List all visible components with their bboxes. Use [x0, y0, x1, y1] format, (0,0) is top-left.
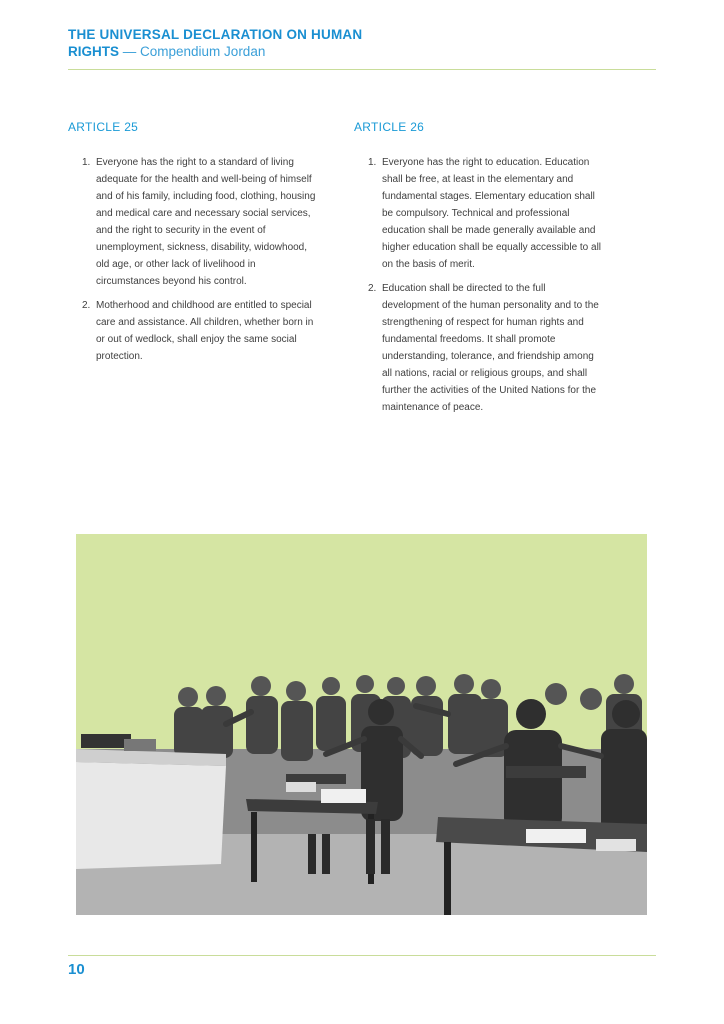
article-26-list	[354, 154, 604, 416]
title-rights: RIGHTS	[68, 44, 120, 59]
article-26-paragraph-1	[354, 154, 604, 273]
paragraph-text: Education shall be directed to the full development of the human personality and to the strengthening of respect for human rights and fundamental freedoms. It shall promote understanding, tolerance, and friendship among all nations, racial or religious groups, and shall further the activities of the United Nations for the maintenance of peace.	[382, 283, 599, 413]
classroom-photo	[76, 534, 647, 915]
article-25-title: ARTICLE 25	[68, 120, 139, 134]
compendium-label: — Compendium Jordan	[119, 44, 266, 59]
paragraph-number: 1.	[82, 157, 91, 168]
paragraph-text: Everyone has the right to a standard of living adequate for the health and well-being of himself and of his family, including food, clothing, housing and medical care and necessary social services, and the right to security in the event of unemployment, sickness, disability, widowhood, old age, or other lack of livelihood in circumstances beyond his control.	[96, 157, 316, 287]
article-25-list	[68, 154, 318, 365]
paragraph-text: Motherhood and childhood are entitled to special care and assistance. All children, whether born in or out of wedlock, shall enjoy the same social protection.	[96, 300, 314, 362]
article-26-title: ARTICLE 26	[354, 120, 425, 134]
footer-divider	[68, 955, 656, 956]
paragraph-number: 1.	[368, 157, 377, 168]
paragraph-number: 2.	[368, 283, 377, 294]
article-25-paragraph-1	[68, 154, 318, 290]
article-26-column	[354, 120, 604, 423]
paragraph-text: Everyone has the right to education. Education shall be free, at least in the elementary and fundamental stages. Elementary education shall be compulsory. Technical and professional education shall be made generally available and higher education shall be equally accessible to all on the basis of merit.	[382, 157, 602, 270]
document-title: THE UNIVERSAL DECLARATION ON HUMAN	[68, 27, 363, 42]
header-divider	[68, 69, 656, 70]
article-25-paragraph-2	[68, 297, 318, 365]
document-header	[68, 26, 656, 60]
article-25-column	[68, 120, 318, 372]
article-26-paragraph-2	[354, 280, 604, 416]
document-subtitle	[68, 43, 656, 60]
paragraph-number: 2.	[82, 300, 91, 311]
classroom-illustration	[76, 534, 647, 915]
page-number: 10	[68, 961, 85, 978]
